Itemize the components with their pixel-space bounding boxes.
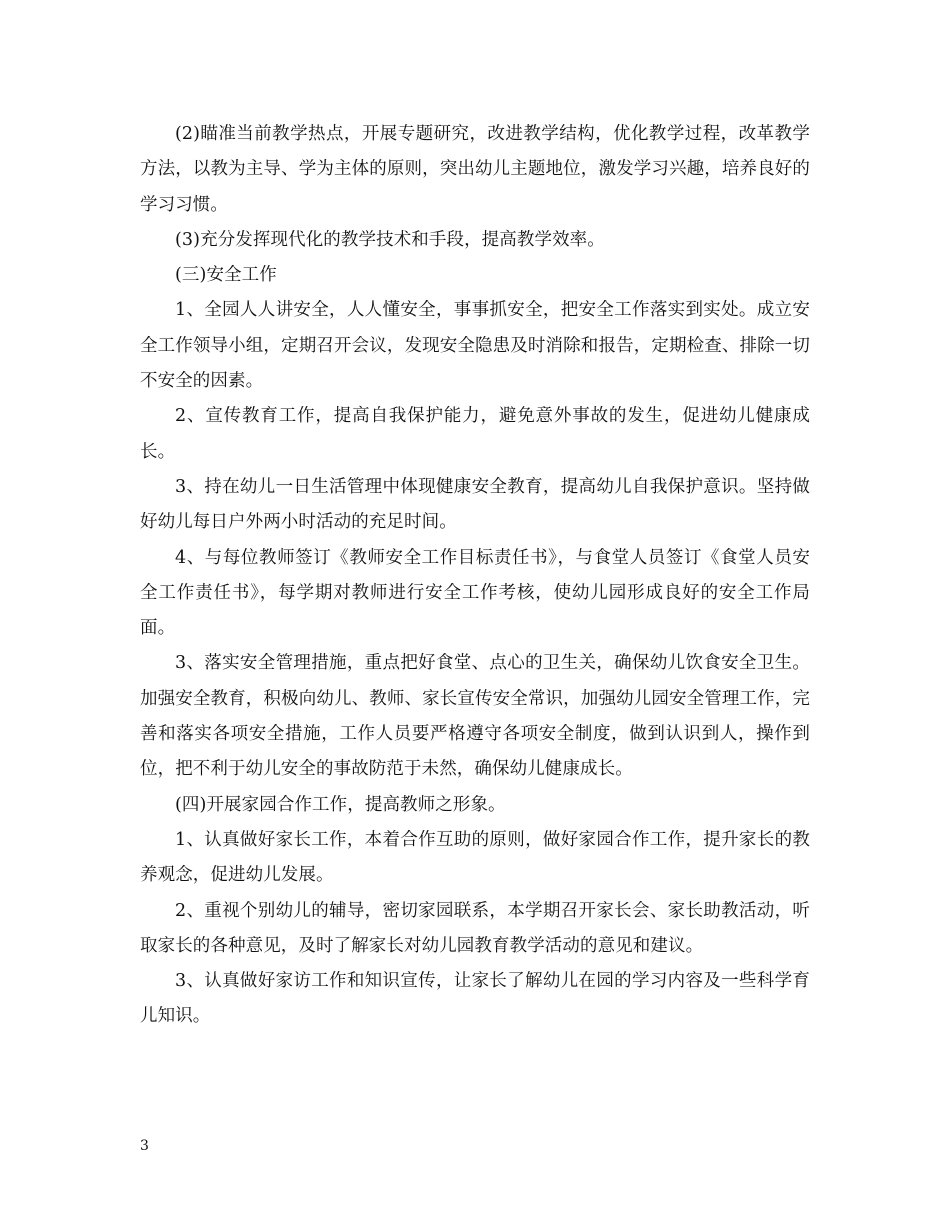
paragraph: (3)充分发挥现代化的教学技术和手段，提高教学效率。: [175, 229, 605, 250]
section-heading: (四)开展家园合作工作，提高教师之形象。: [175, 794, 506, 815]
paragraph: 4、与每位教师签订《教师安全工作目标责任书》，与食堂人员签订《食堂人员安全工作责任书》，每学期对教师进行安全工作考核，使幼儿园形成良好的安全工作局面。: [140, 547, 810, 639]
paragraph: 1、全园人人讲安全，人人懂安全，事事抓安全，把安全工作落实到实处。成立安全工作领导小组，定期召开会议，发现安全隐患及时消除和报告，定期检查、排除一切不安全的因素。: [140, 300, 810, 392]
paragraph: 2、重视个别幼儿的辅导，密切家园联系，本学期召开家长会、家长助教活动，听取家长的各种意见，及时了解家长对幼儿园教育教学活动的意见和建议。: [140, 900, 810, 956]
section-heading: (三)安全工作: [175, 265, 277, 286]
paragraph: (2)瞄准当前教学热点，开展专题研究，改进教学结构，优化教学过程，改革教学方法，以教为主导、学为主体的原则，突出幼儿主题地位，激发学习兴趣，培养良好的学习习惯。: [140, 124, 810, 215]
paragraph: 2、宣传教育工作，提高自我保护能力，避免意外事故的发生，促进幼儿健康成长。: [140, 406, 810, 462]
paragraph: 3、认真做好家访工作和知识宣传，让家长了解幼儿在园的学习内容及一些科学育儿知识。: [140, 971, 810, 1027]
paragraph: 3、持在幼儿一日生活管理中体现健康安全教育，提高幼儿自我保护意识。坚持做好幼儿每日户外两小时活动的充足时间。: [140, 476, 810, 533]
page-number: 3: [140, 1138, 149, 1154]
paragraph: 3、落实安全管理措施，重点把好食堂、点心的卫生关，确保幼儿饮食安全卫生。加强安全教育，积极向幼儿、教师、家长宣传安全常识，加强幼儿园安全管理工作，完善和落实各项安全措施，工作人员要严格遵守各项安全制度，做到认识到人，操作到位，把不利于幼儿安全的事故防范于未然，确保幼儿健康成长。: [140, 653, 810, 780]
paragraph: 1、认真做好家长工作，本着合作互助的原则，做好家园合作工作，提升家长的教养观念，促进幼儿发展。: [140, 829, 810, 886]
document-body: [140, 117, 810, 1035]
